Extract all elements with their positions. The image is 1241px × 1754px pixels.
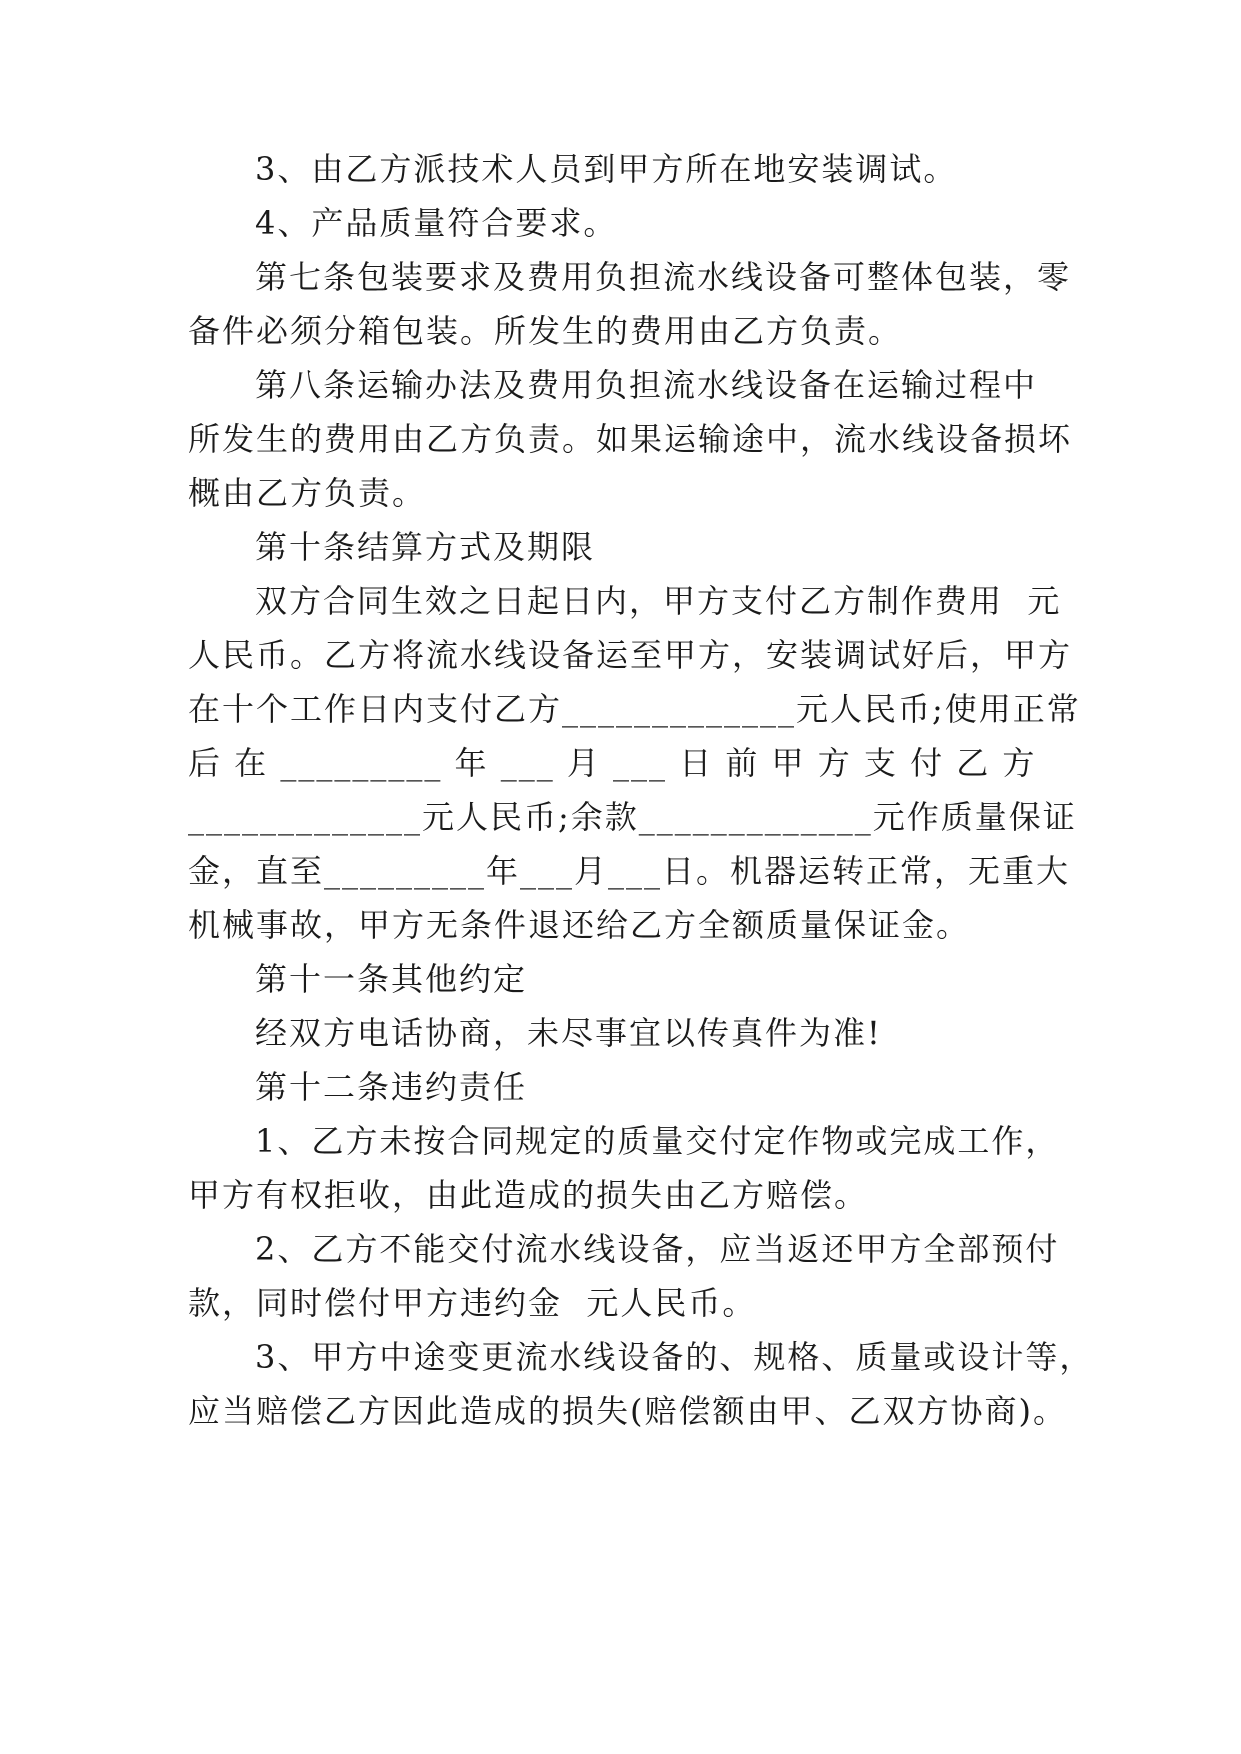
section-heading: 第十条结算方式及期限 bbox=[255, 528, 596, 566]
paragraph-line: 应当赔偿乙方因此造成的损失(赔偿额由甲、乙双方协商)。 bbox=[188, 1392, 1067, 1430]
paragraph-line: 后 在 _________ 年 ___ 月 ___ 日 前 甲 方 支 付 乙 方 bbox=[188, 744, 1037, 782]
paragraph-line: 第七条包装要求及费用负担流水线设备可整体包装，零 bbox=[255, 258, 1072, 296]
paragraph-line: 3、由乙方派技术人员到甲方所在地安装调试。 bbox=[255, 150, 958, 188]
paragraph-line: 双方合同生效之日起日内，甲方支付乙方制作费用 元 bbox=[255, 582, 1062, 620]
paragraph-line: 第八条运输办法及费用负担流水线设备在运输过程中 bbox=[255, 366, 1038, 404]
paragraph-line: 4、产品质量符合要求。 bbox=[255, 204, 618, 242]
paragraph-line: 款，同时偿付甲方违约金 元人民币。 bbox=[188, 1284, 757, 1322]
paragraph-line: 人民币。乙方将流水线设备运至甲方，安装调试好后，甲方 bbox=[188, 636, 1073, 674]
paragraph-line: 1、乙方未按合同规定的质量交付定作物或完成工作， bbox=[255, 1122, 1060, 1160]
paragraph-line: 备件必须分箱包装。所发生的费用由乙方负责。 bbox=[188, 312, 903, 350]
paragraph-line: 2、乙方不能交付流水线设备，应当返还甲方全部预付 bbox=[255, 1230, 1060, 1268]
section-heading: 第十二条违约责任 bbox=[255, 1068, 528, 1106]
paragraph-line: 机械事故，甲方无条件退还给乙方全额质量保证金。 bbox=[188, 906, 971, 944]
paragraph-line: 3、甲方中途变更流水线设备的、规格、质量或设计等， bbox=[255, 1338, 1094, 1376]
paragraph-line: 金，直至_________年___月___日。机器运转正常，无重大 bbox=[188, 852, 1071, 890]
paragraph-line: 甲方有权拒收，由此造成的损失由乙方赔偿。 bbox=[188, 1176, 869, 1214]
paragraph-line: 经双方电话协商，未尽事宜以传真件为准! bbox=[255, 1014, 882, 1052]
paragraph-line: 在十个工作日内支付乙方_____________元人民币;使用正常 bbox=[188, 690, 1081, 728]
section-heading: 第十一条其他约定 bbox=[255, 960, 528, 998]
paragraph-line: 概由乙方负责。 bbox=[188, 474, 427, 512]
paragraph-line: 所发生的费用由乙方负责。如果运输途中，流水线设备损坏 bbox=[188, 420, 1073, 458]
paragraph-line: _____________元人民币;余款_____________元作质量保证 bbox=[188, 798, 1077, 836]
